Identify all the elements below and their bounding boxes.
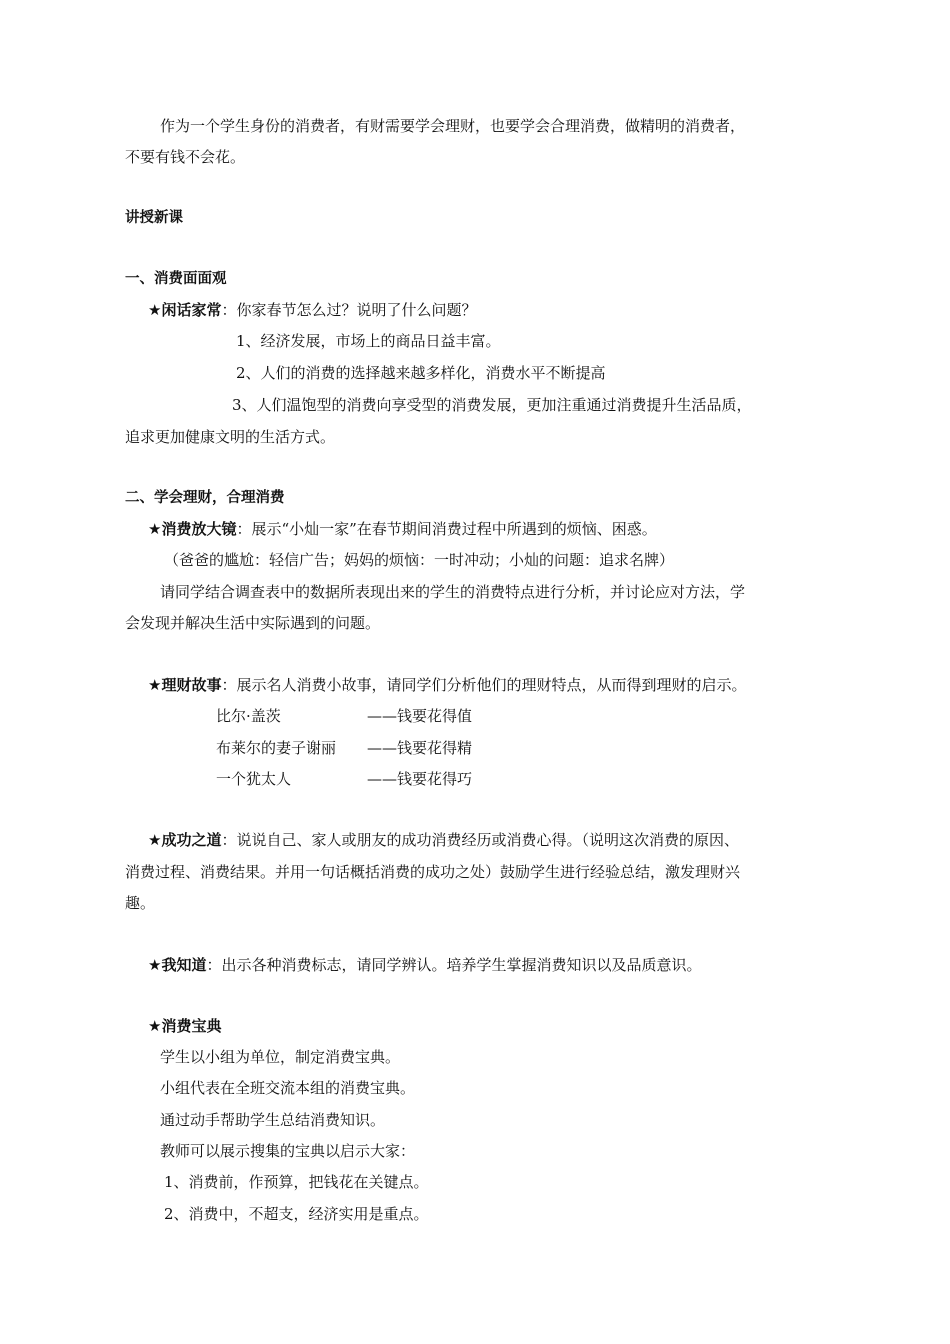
story-lesson: ——钱要花得精 <box>367 739 473 757</box>
item-magnifier-text: ：展示“小灿一家”在春节期间消费过程中所遇到的烦恼、困惑。 <box>236 520 657 538</box>
section-heading-new-lesson: 讲授新课 <box>125 210 183 226</box>
section-heading-2: 二、学会理财，合理消费 <box>125 490 285 506</box>
guide-line: 学生以小组为单位，制定消费宝典。 <box>160 1048 401 1066</box>
guide-line: 1、消费前，作预算，把钱花在关键点。 <box>164 1173 429 1191</box>
guide-line: 通过动手帮助学生总结消费知识。 <box>160 1111 386 1129</box>
chat-point-3b: 追求更加健康文明的生活方式。 <box>125 428 336 446</box>
story-lesson: ——钱要花得巧 <box>367 770 473 788</box>
chat-point-1: 1、经济发展，市场上的商品日益丰富。 <box>236 332 501 350</box>
item-chat-text: ：你家春节怎么过？说明了什么问题？ <box>221 301 477 319</box>
item-success-text: ：说说自己、家人或朋友的成功消费经历或消费心得。（说明这次消费的原因、 <box>221 831 739 849</box>
item-magnifier-label: 消费放大镜 <box>161 520 237 538</box>
item-chat-label: 闲话家常 <box>161 301 222 319</box>
magnifier-note: （爸爸的尴尬：轻信广告；妈妈的烦恼：一时冲动；小灿的问题：追求名牌） <box>164 551 675 569</box>
star-icon: ★ <box>148 1017 162 1035</box>
star-icon: ★ <box>148 831 162 849</box>
item-success <box>148 829 739 851</box>
intro-line-2: 不要有钱不会花。 <box>125 148 246 166</box>
success-line-2: 消费过程、消费结果。并用一句话概括消费的成功之处）鼓励学生进行经验总结，激发理财兴 <box>125 863 741 881</box>
chat-point-3a: 3、人们温饱型的消费向享受型的消费发展，更加注重通过消费提升生活品质， <box>232 396 752 414</box>
story-row <box>216 737 616 759</box>
star-icon: ★ <box>148 301 162 319</box>
item-chat <box>148 299 476 321</box>
star-icon: ★ <box>148 676 162 694</box>
chat-point-2: 2、人们的消费的选择越来越多样化，消费水平不断提高 <box>236 364 606 382</box>
item-guide <box>148 1015 221 1037</box>
intro-line-1: 作为一个学生身份的消费者，有财需要学会理财，也要学会合理消费，做精明的消费者， <box>160 117 746 135</box>
success-line-3: 趣。 <box>125 894 156 912</box>
guide-line: 小组代表在全班交流本组的消费宝典。 <box>160 1079 416 1097</box>
item-story-label: 理财故事 <box>161 676 222 694</box>
story-row <box>216 705 616 727</box>
story-lesson: ——钱要花得值 <box>367 707 473 725</box>
item-know-text: ：出示各种消费标志，请同学辨认。培养学生掌握消费知识以及品质意识。 <box>206 956 702 974</box>
story-person: 比尔·盖茨 <box>216 707 281 725</box>
section-heading-1: 一、消费面面观 <box>125 271 227 287</box>
item-know <box>148 954 701 976</box>
magnifier-line-2: 会发现并解决生活中实际遇到的问题。 <box>125 614 381 632</box>
item-magnifier <box>148 518 657 540</box>
story-row <box>216 768 616 790</box>
item-success-label: 成功之道 <box>161 831 222 849</box>
story-person: 一个犹太人 <box>216 770 292 788</box>
story-person: 布莱尔的妻子谢丽 <box>216 739 337 757</box>
item-story-text: ：展示名人消费小故事，请同学们分析他们的理财特点，从而得到理财的启示。 <box>221 676 747 694</box>
guide-line: 2、消费中，不超支，经济实用是重点。 <box>164 1205 429 1223</box>
item-guide-label: 消费宝典 <box>161 1017 222 1035</box>
magnifier-line-1: 请同学结合调查表中的数据所表现出来的学生的消费特点进行分析，并讨论应对方法，学 <box>160 583 746 601</box>
item-story <box>148 674 746 696</box>
guide-line: 教师可以展示搜集的宝典以启示大家： <box>160 1142 416 1160</box>
item-know-label: 我知道 <box>161 956 207 974</box>
star-icon: ★ <box>148 956 162 974</box>
star-icon: ★ <box>148 520 162 538</box>
